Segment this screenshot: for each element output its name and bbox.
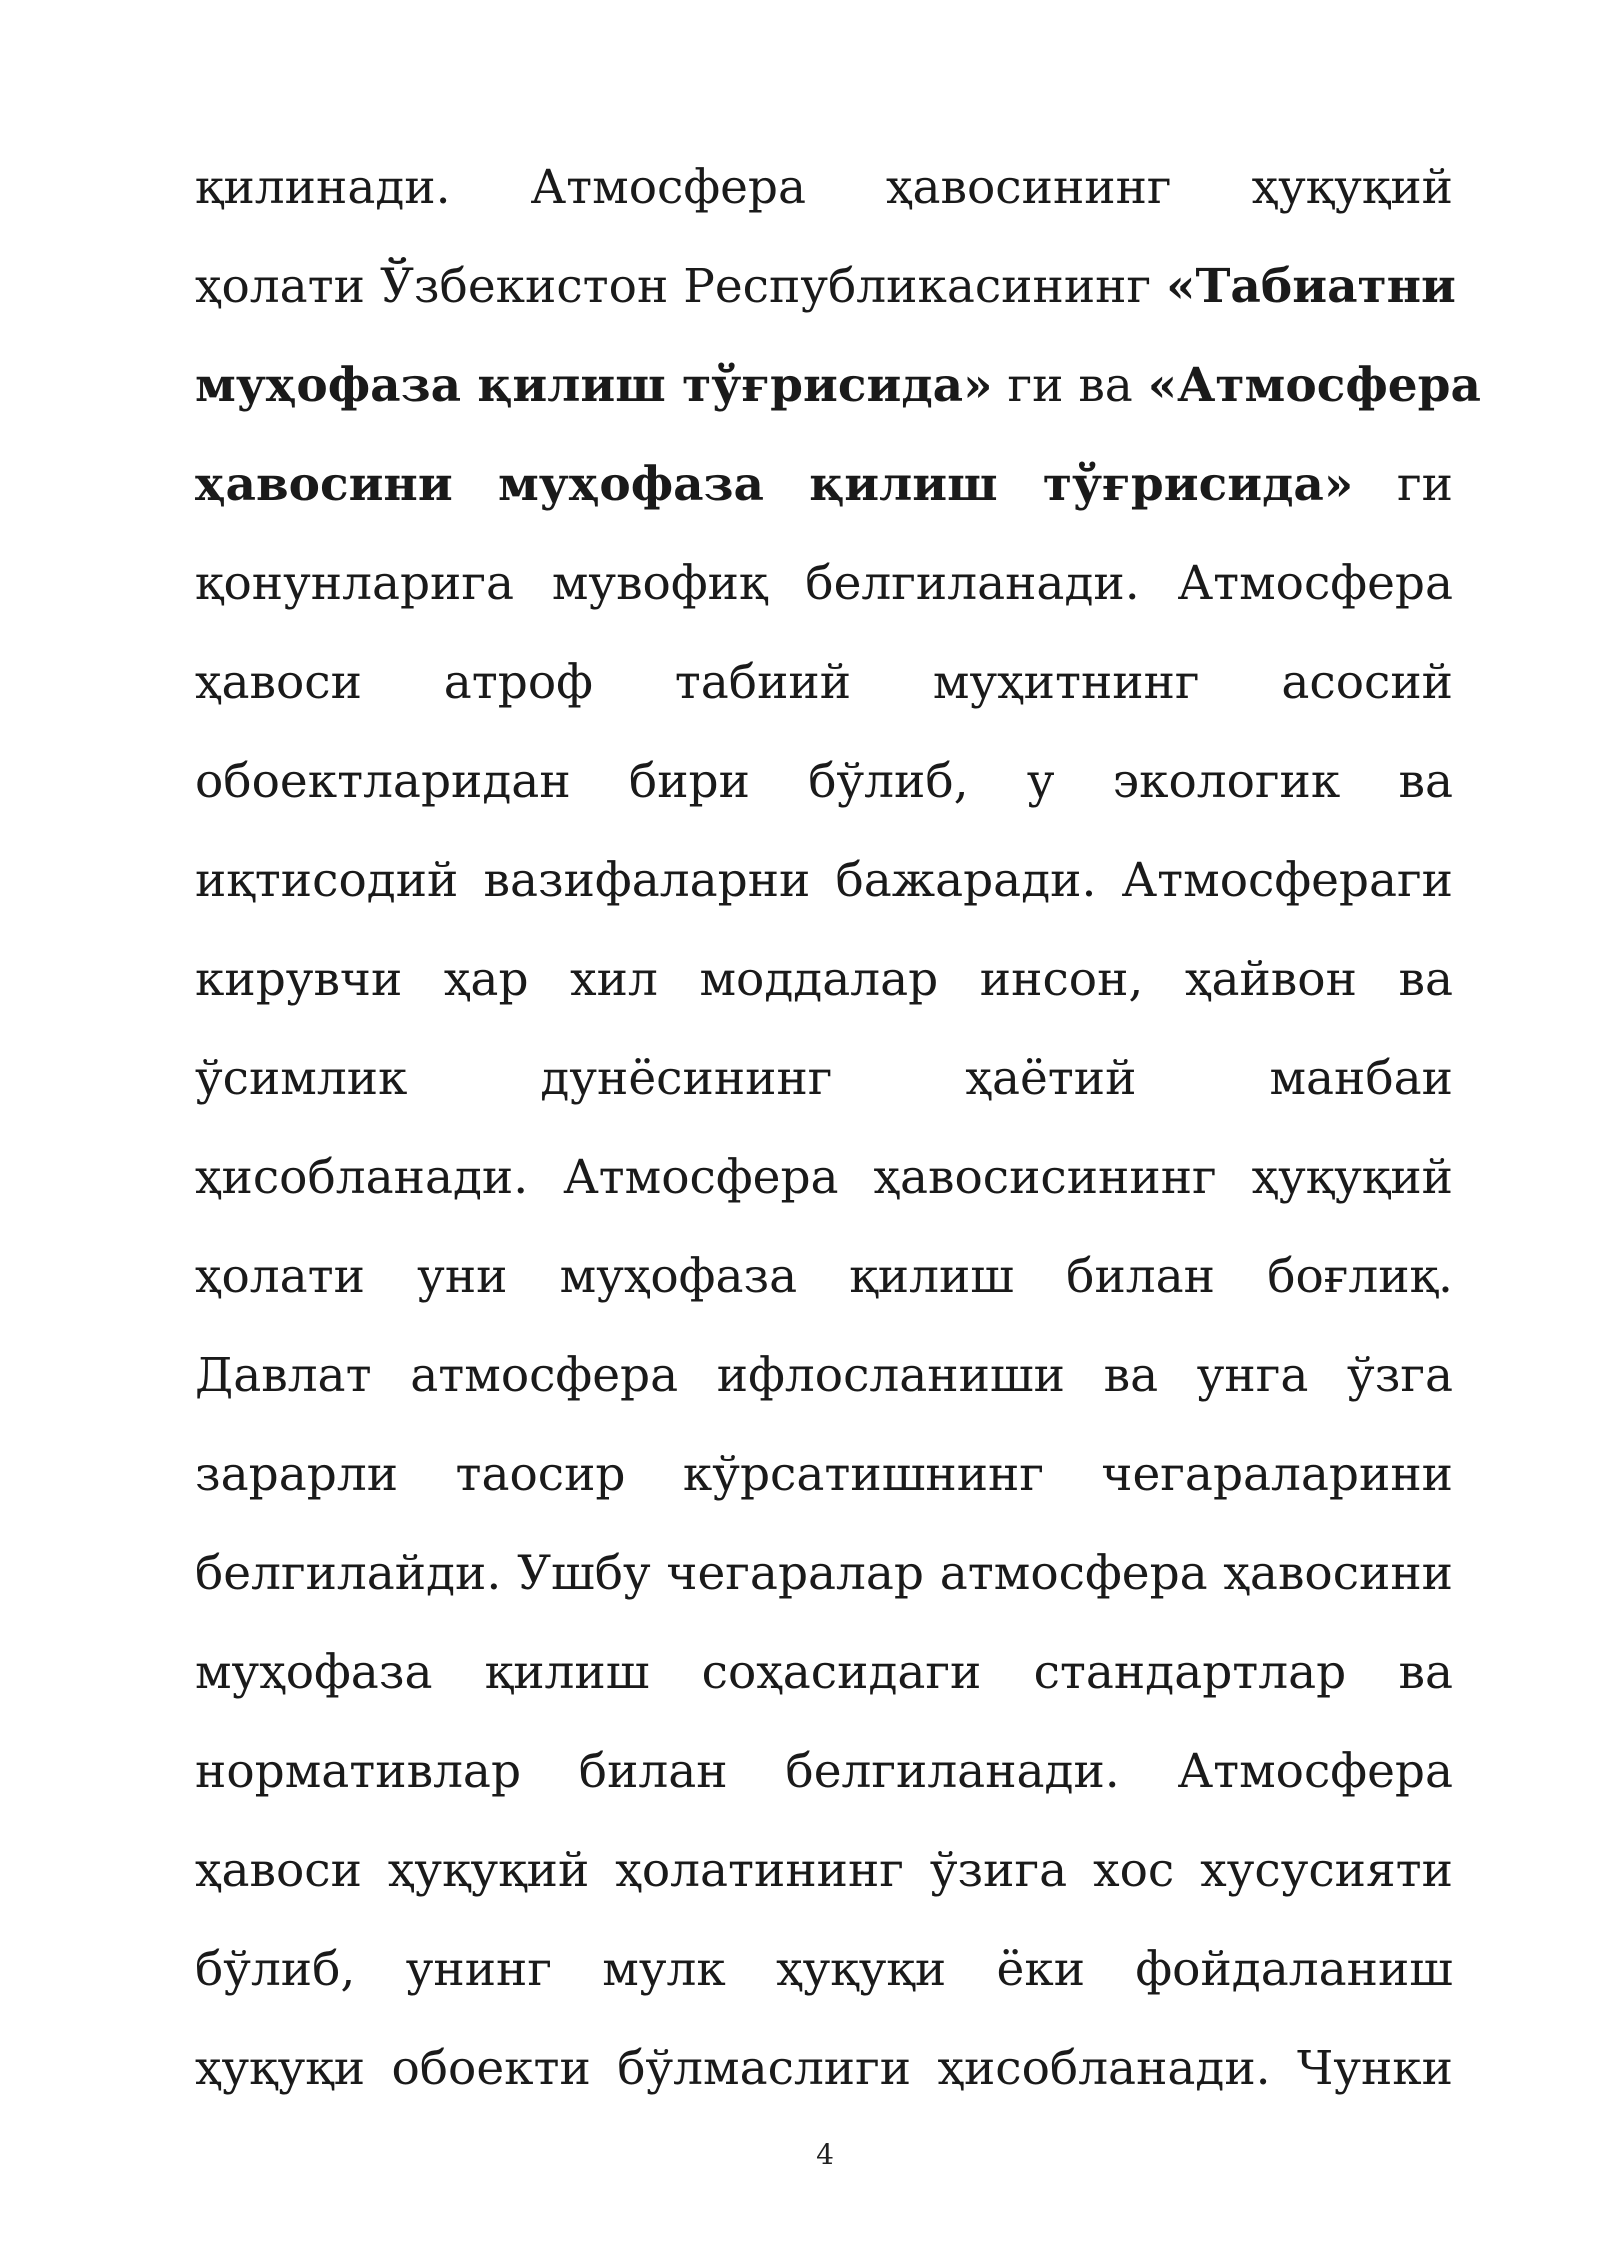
text-line xyxy=(195,732,1453,831)
text-line xyxy=(195,633,1453,732)
text-run: зарарли таосир кўрсатишнинг чегараларини xyxy=(195,1447,1453,1502)
text-line xyxy=(195,1821,1453,1920)
text-line xyxy=(195,1524,1453,1623)
text-run: ги ва xyxy=(992,358,1148,413)
text-run: Давлат атмосфера ифлосланиши ва унга ўзга xyxy=(195,1348,1453,1403)
text-line xyxy=(195,930,1453,1029)
text-run: нормативлар билан белгиланади. Атмосфера xyxy=(195,1744,1453,1799)
text-run: ўсимлик дунёсининг ҳаётий манбаи xyxy=(195,1051,1453,1106)
text-line xyxy=(195,1722,1453,1821)
text-line xyxy=(195,138,1453,237)
text-run: ҳолати Ўзбекистон Республикасининг xyxy=(195,259,1167,314)
text-run: ҳуқуқи обоекти бўлмаслиги ҳисобланади. Чунки xyxy=(195,2041,1453,2096)
text-run: ги xyxy=(1353,457,1453,512)
text-line xyxy=(195,1326,1453,1425)
body-text xyxy=(195,138,1481,2118)
bold-text-run: «Атмосфера xyxy=(1147,358,1481,413)
text-run: ҳисобланади. Атмосфера ҳавосисининг ҳуқуқий xyxy=(195,1150,1453,1205)
text-run: обоектларидан бири бўлиб, у экологик ва xyxy=(195,754,1453,809)
text-run: муҳофаза қилиш соҳасидаги стандартлар ва xyxy=(195,1645,1453,1700)
text-run: ҳолати уни муҳофаза қилиш билан боғлиқ. xyxy=(195,1249,1453,1304)
text-run: белгилайди. Ушбу чегаралар атмосфера ҳавосини xyxy=(195,1546,1453,1601)
text-run: қонунларига мувофиқ белгиланади. Атмосфера xyxy=(195,556,1453,611)
text-run: ҳавоси ҳуқуқий ҳолатининг ўзига хос хусусияти xyxy=(195,1843,1453,1898)
bold-text-run: ҳавосини муҳофаза қилиш тўғрисида» xyxy=(195,457,1354,512)
text-line xyxy=(195,1920,1453,2019)
text-run: иқтисодий вазифаларни бажаради. Атмосфераги xyxy=(195,853,1453,908)
text-line xyxy=(195,1425,1453,1524)
text-run: ҳавоси атроф табиий муҳитнинг асосий xyxy=(195,655,1453,710)
text-line xyxy=(195,1029,1453,1128)
text-run: бўлиб, унинг мулк ҳуқуқи ёки фойдаланиш xyxy=(195,1942,1453,1997)
text-line xyxy=(195,1623,1453,1722)
bold-text-run: «Табиатни xyxy=(1166,259,1456,314)
text-line xyxy=(195,1227,1453,1326)
bold-text-run: муҳофаза қилиш тўғрисида» xyxy=(195,358,993,413)
text-line xyxy=(195,831,1453,930)
text-line xyxy=(195,237,1456,336)
text-run: қилинади. Атмосфера ҳавосининг ҳуқуқий xyxy=(195,160,1453,215)
text-line xyxy=(195,435,1453,534)
text-run: кирувчи ҳар хил моддалар инсон, ҳайвон ва xyxy=(195,952,1453,1007)
text-line xyxy=(195,336,1481,435)
text-line xyxy=(195,534,1453,633)
text-line xyxy=(195,2019,1453,2118)
text-line xyxy=(195,1128,1453,1227)
page-number: 4 xyxy=(816,2138,834,2171)
